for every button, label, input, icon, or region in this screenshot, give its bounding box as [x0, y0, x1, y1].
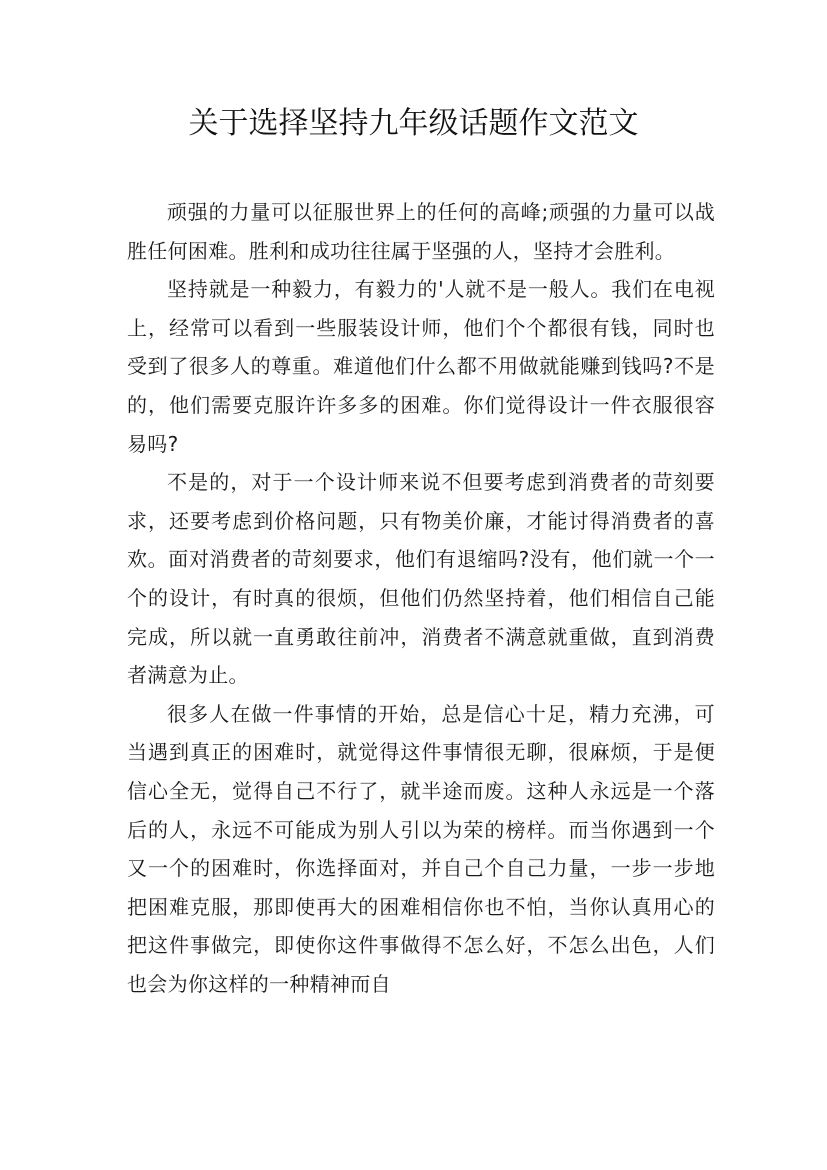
- paragraph-3: 不是的，对于一个设计师来说不但要考虑到消费者的苛刻要求，还要考虑到价格问题，只有物美价廉，才能讨得消费者的喜欢。面对消费者的苛刻要求，他们有退缩吗?没有，他们就一个一个的设计，有时真的很烦，但他们仍然坚持着，他们相信自己能完成，所以就一直勇敢往前冲，消费者不满意就重做，直到消费者满意为止。: [127, 470, 715, 688]
- paragraph-4: 很多人在做一件事情的开始，总是信心十足，精力充沸，可当遇到真正的困难时，就觉得这件事情很无聊，很麻烦，于是便信心全无，觉得自己不行了，就半途而废。这种人永远是一个落后的人，永远不可能成为别人引以为荣的榜样。而当你遇到一个又一个的困难时，你选择面对，并自己个自己力量，一步一步地把困难克服，那即使再大的困难相信你也不怕，当你认真用心的把这件事做完，即使你这件事做得不怎么好，不怎么出色，人们也会为你这样的一种精神而自: [127, 701, 715, 996]
- document-body: [127, 193, 715, 1003]
- paragraph-1: 顽强的力量可以征服世界上的任何的高峰;顽强的力量可以战胜任何困难。胜利和成功往往属于坚强的人，坚持才会胜利。: [127, 200, 715, 263]
- document-title: 关于选择坚持九年级话题作文范文: [188, 106, 639, 141]
- paragraph-2: 坚持就是一种毅力，有毅力的'人就不是一般人。我们在电视上，经常可以看到一些服装设计师，他们个个都很有钱，同时也受到了很多人的尊重。难道他们什么都不用做就能赚到钱吗?不是的，他们需要克服许许多多的困难。你们觉得设计一件衣服很容易吗?: [127, 277, 715, 456]
